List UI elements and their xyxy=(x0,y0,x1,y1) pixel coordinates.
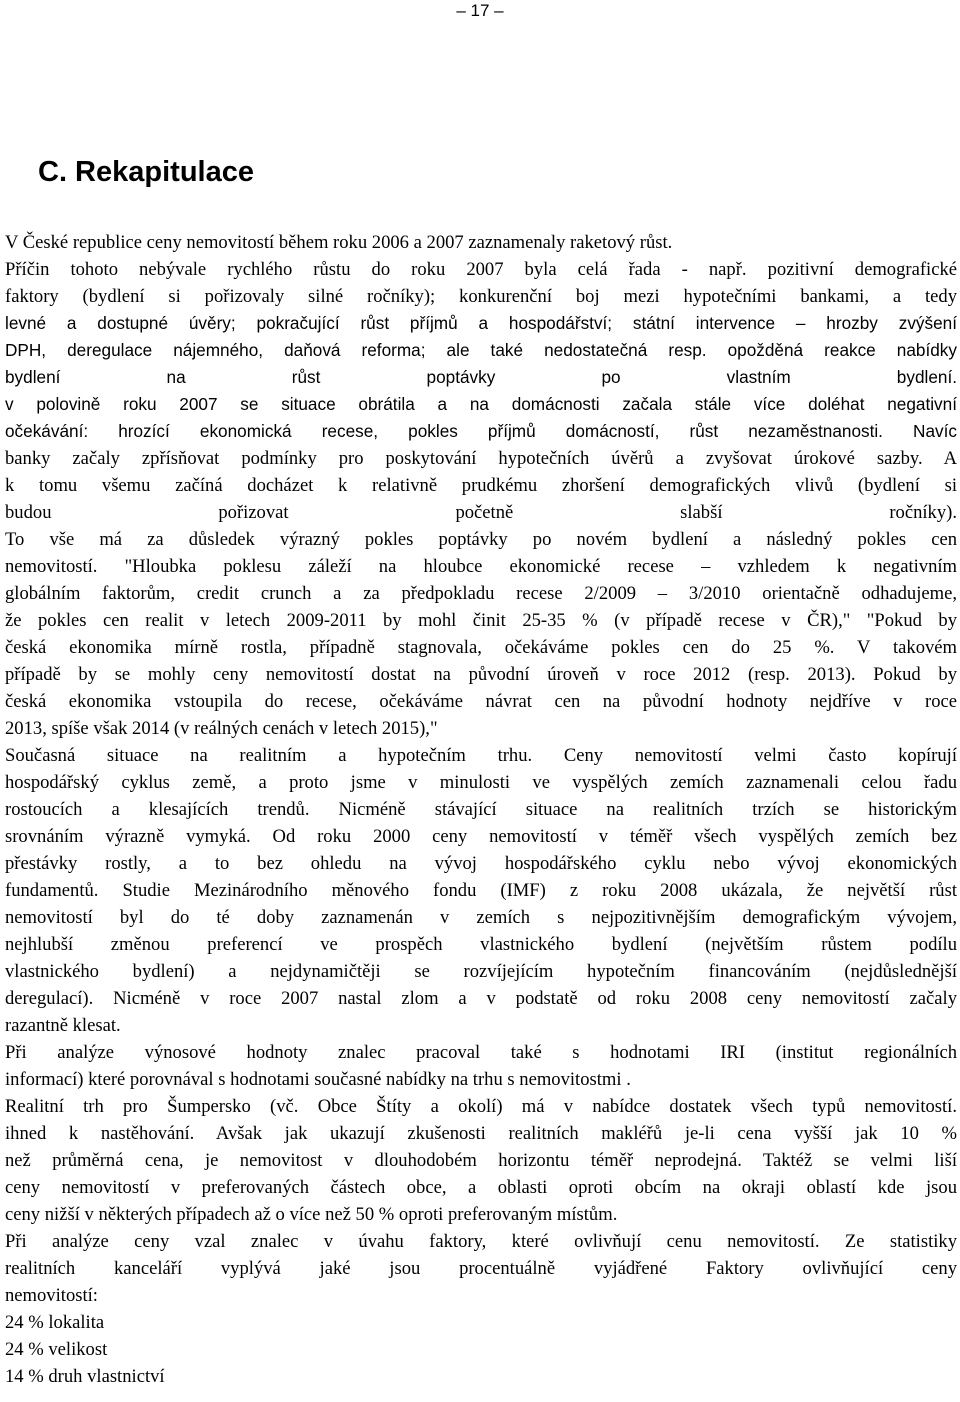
text-line: levné a dostupné úvěry; pokračující růst příjmů a hospodářství; státní intervence – hrozby zvýšení xyxy=(5,313,957,333)
text-line: informací) které porovnával s hodnotami současné nabídky na trhu s nemovitostmi . xyxy=(5,1069,631,1090)
text-line: Při analýze ceny vzal znalec v úvahu faktory, které ovlivňují cenu nemovitostí. Ze statistiky xyxy=(5,1231,957,1252)
text-line: rostoucích a klesajících trendů. Nicméně stávající situace na realitních trzích se historickým xyxy=(5,799,957,820)
text-line: že pokles cen realit v letech 2009-2011 by mohl činit 25-35 % (v případě recese v ČR)," "Pokud by xyxy=(5,610,957,631)
text-line: Při analýze výnosové hodnoty znalec pracoval také s hodnotami IRI (institut regionálních xyxy=(5,1042,957,1063)
text-line: 24 % lokalita xyxy=(5,1312,105,1333)
text-line: případě by se mohly ceny nemovitostí dostat na původní úroveň v roce 2012 (resp. 2013). Pokud by xyxy=(5,664,957,685)
text-line: 2013, spíše však 2014 (v reálných cenách v letech 2015)," xyxy=(5,718,438,739)
text-line: nemovitostí. "Hloubka poklesu záleží na hloubce ekonomické recese – vzhledem k negativním xyxy=(5,556,957,577)
text-line: nejhlubší změnou preferencí ve prospěch vlastnického bydlení (největším růstem podílu xyxy=(5,934,957,955)
section-heading: C. Rekapitulace xyxy=(38,156,254,188)
text-line: To vše má za důsledek výrazný pokles poptávky po novém bydlení a následný pokles cen xyxy=(5,529,957,550)
text-line: než průměrná cena, je nemovitost v dlouhodobém horizontu téměř neprodejná. Taktéž se velmi liší xyxy=(5,1150,957,1171)
text-line: Realitní trh pro Šumpersko (vč. Obce Štíty a okolí) má v nabídce dostatek všech typů nemovitostí. xyxy=(5,1096,957,1117)
text-line: realitních kanceláří vyplývá jaké jsou procentuálně vyjádřené Faktory ovlivňující ceny xyxy=(5,1258,957,1279)
text-line: česká ekonomika vstoupila do recese, očekáváme návrat cen na původní hodnoty nejdříve v roce xyxy=(5,691,957,712)
text-line: očekávání: hrozící ekonomická recese, pokles příjmů domácností, růst nezaměstnanosti. Navíc xyxy=(5,421,957,441)
text-line: ceny nemovitostí v preferovaných částech obce, a oblasti oproti obcím na okraji oblastí kde jsou xyxy=(5,1177,957,1198)
text-line: česká ekonomika mírně rostla, případně stagnovala, očekáváme pokles cen do 25 %. V takovém xyxy=(5,637,957,658)
text-line: V České republice ceny nemovitostí během roku 2006 a 2007 zaznamenaly raketový růst. xyxy=(5,232,673,253)
text-line: k tomu všemu začíná docházet k relativně prudkému zhoršení demografických vlivů (bydlení si xyxy=(5,475,957,496)
body-text xyxy=(5,229,957,1390)
text-line: 24 % velikost xyxy=(5,1339,108,1360)
text-line: DPH, deregulace nájemného, daňová reforma; ale také nedostatečná resp. opožděná reakce nabídky xyxy=(5,340,957,360)
page-number: – 17 – xyxy=(456,1,504,20)
text-line: budou pořizovat početně slabší ročníky). xyxy=(5,502,957,523)
text-line: faktory (bydlení si pořizovaly silné ročníky); konkurenční boj mezi hypotečními bankami, a tedy xyxy=(5,286,957,307)
text-line: ihned k nastěhování. Avšak jak ukazují zkušenosti realitních makléřů je-li cena vyšší jak 10 % xyxy=(5,1123,957,1144)
text-line: deregulací). Nicméně v roce 2007 nastal zlom a v podstatě od roku 2008 ceny nemovitostí začaly xyxy=(5,988,957,1009)
text-line: bydlení na růst poptávky po vlastním bydlení. xyxy=(5,367,957,387)
text-line: přestávky rostly, a to bez ohledu na vývoj hospodářského cyklu nebo vývoj ekonomických xyxy=(5,853,957,874)
text-line: Příčin tohoto nebývale rychlého růstu do roku 2007 byla celá řada - např. pozitivní demografické xyxy=(5,259,957,280)
text-line: razantně klesat. xyxy=(5,1015,121,1036)
text-line: nemovitostí byl do té doby zaznamenán v zemích s nejpozitivnějším demografickým vývojem, xyxy=(5,907,957,928)
text-line: v polovině roku 2007 se situace obrátila a na domácnosti začala stále více doléhat negativní xyxy=(5,394,957,414)
text-line: banky začaly zpřísňovat podmínky pro poskytování hypotečních úvěrů a zvyšovat úrokové sazby. A xyxy=(5,448,957,469)
text-line: fundamentů. Studie Mezinárodního měnového fondu (IMF) z roku 2008 ukázala, že největší růst xyxy=(5,880,957,901)
text-line: vlastnického bydlení) a nejdynamičtěji se rozvíjejícím hypotečním financováním (nejdůslednější xyxy=(5,961,957,982)
text-line: hospodářský cyklus země, a proto jsme v minulosti ve vyspělých zemích zaznamenali celou řadu xyxy=(5,772,957,793)
text-line: srovnáním výrazně vymyká. Od roku 2000 ceny nemovitostí v téměř všech vyspělých zemích bez xyxy=(5,826,957,847)
text-line: Současná situace na realitním a hypotečním trhu. Ceny nemovitostí velmi často kopírují xyxy=(5,745,957,766)
text-line: 14 % druh vlastnictví xyxy=(5,1366,165,1387)
text-line: ceny nižší v některých případech až o více než 50 % oproti preferovaným místům. xyxy=(5,1204,618,1225)
text-line: globálním faktorům, credit crunch a za předpokladu recese 2/2009 – 3/2010 orientačně odhadujeme, xyxy=(5,583,957,604)
text-line: nemovitostí: xyxy=(5,1285,98,1306)
